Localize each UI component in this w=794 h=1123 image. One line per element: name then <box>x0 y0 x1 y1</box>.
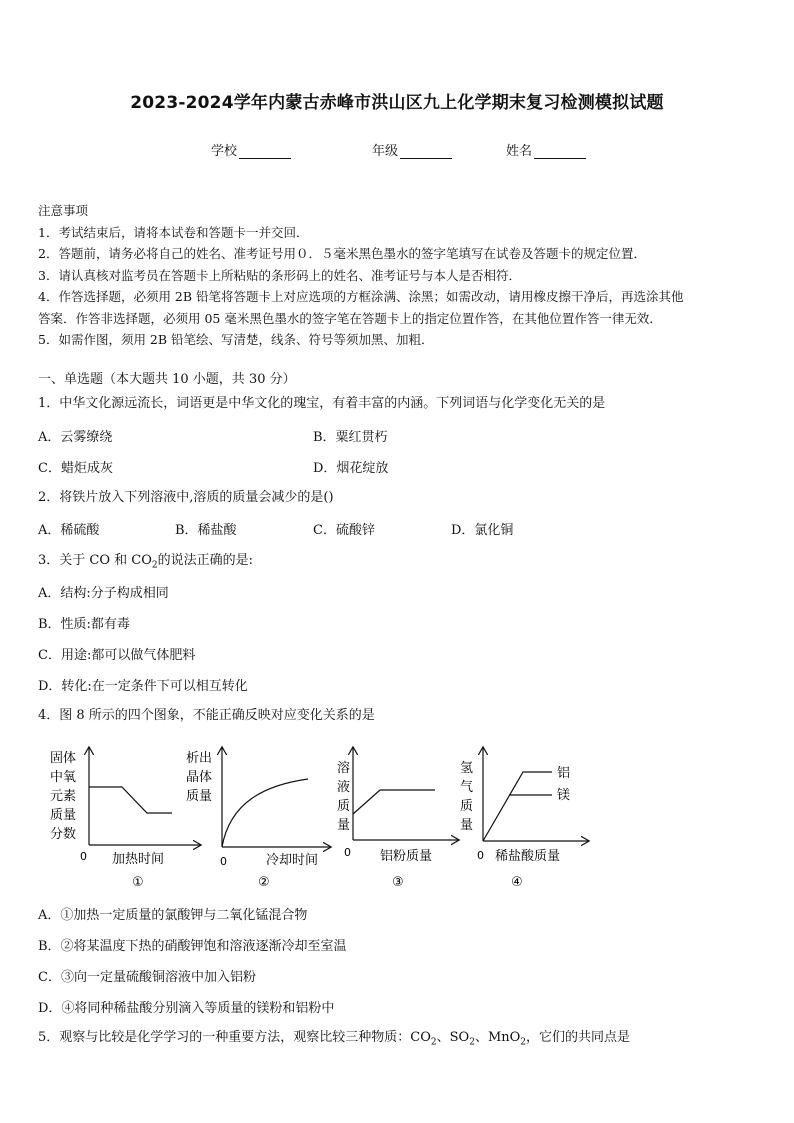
graph-2-xlabel: 冷却时间 <box>266 853 319 868</box>
graph-3-origin: 0 <box>344 846 351 859</box>
name-blank[interactable] <box>534 146 586 159</box>
subscript: 2 <box>151 560 158 571</box>
graph-4-ylabel: 量 <box>460 818 474 833</box>
q2-option-d[interactable]: D．氯化铜 <box>451 523 514 538</box>
graph-3-ylabel: 量 <box>337 818 351 833</box>
graph-4-label-al: 铝 <box>557 766 571 781</box>
section-heading: 一、单选题（本大题共 10 小题，共 30 分） <box>38 372 296 387</box>
q3-stem-part: 的说法正确的是: <box>157 553 254 568</box>
q4-option-c[interactable]: C．③向一定量硫酸铜溶液中加入铝粉 <box>38 970 256 985</box>
q4-option-a[interactable]: A．①加热一定质量的氯酸钾与二氧化锰混合物 <box>38 908 308 923</box>
graph-4-ylabel: 氢 <box>460 761 474 776</box>
note-item: 答案．作答非选择题，必须用 05 毫米黑色墨水的签字笔在答题卡上的指定位置作答，在其他位置作答一律无效． <box>38 310 662 326</box>
q2-option-a[interactable]: A．稀硫酸 <box>38 523 100 538</box>
graph-2-curve <box>222 779 308 847</box>
graph-1-ylabel: 中氧 <box>50 770 77 785</box>
q5-stem-part: 、MnO <box>474 1030 521 1045</box>
graph-3-ylabel: 液 <box>337 780 351 795</box>
graph-4-origin: 0 <box>477 849 484 862</box>
grade-field <box>372 140 452 159</box>
question-3-stem <box>38 551 253 576</box>
graph-4-label-mg: 镁 <box>557 788 571 803</box>
q1-option-c[interactable]: C．蜡炬成灰 <box>38 461 113 476</box>
graph-1-ylabel: 分数 <box>50 827 77 842</box>
grade-label: 年级 <box>372 144 399 159</box>
note-item: 2．答题前，请务必将自己的姓名、准考证号用０．５毫米黑色墨水的签字笔填写在试卷及答题卡的规定位置． <box>38 246 646 261</box>
graph-3-ylabel: 溶 <box>337 761 351 776</box>
note-item: 4．作答选择题，必须用 2B 铅笔将答题卡上对应选项的方框涂满、涂黑；如需改动，请用橡皮擦干净后，再选涂其他 <box>38 289 684 304</box>
graph-2-origin: 0 <box>220 855 227 868</box>
notes-heading: 注意事项 <box>38 203 89 218</box>
graph-1 <box>50 748 200 890</box>
note-item: 5．如需作图，须用 2B 铅笔绘、写清楚，线条、符号等须加黑、加粗． <box>38 332 434 347</box>
q5-stem-part: ，它们的共同点是 <box>526 1030 631 1045</box>
page-title: 2023-2024学年内蒙古赤峰市洪山区九上化学期末复习检测模拟试题 <box>130 93 664 113</box>
graph-4-ylabel: 质 <box>460 799 474 814</box>
graph-1-ylabel: 质量 <box>50 808 77 823</box>
graph-2 <box>186 748 330 890</box>
question-5-stem <box>38 1028 630 1053</box>
q1-option-d[interactable]: D．烟花绽放 <box>313 461 389 476</box>
graph-2-number: ② <box>258 875 270 890</box>
school-label: 学校 <box>211 144 238 159</box>
q2-option-b[interactable]: B．稀盐酸 <box>175 523 237 538</box>
graph-2-ylabel: 析出 <box>186 751 213 766</box>
graph-3-curve <box>353 790 435 814</box>
graph-4-number: ④ <box>511 875 523 890</box>
graph-1-number: ① <box>132 875 144 890</box>
q1-option-a[interactable]: A．云雾缭绕 <box>38 430 113 445</box>
q3-option-c[interactable]: C．用途:都可以做气体肥料 <box>38 648 196 663</box>
graph-1-origin: 0 <box>80 850 87 863</box>
graph-3-ylabel: 质 <box>337 799 351 814</box>
name-label: 姓名 <box>506 144 533 159</box>
graph-2-ylabel: 晶体 <box>186 770 213 785</box>
graph-3-xlabel: 铝粉质量 <box>380 849 433 864</box>
school-field <box>211 140 291 159</box>
q5-stem-part: 5．观察与比较是化学学习的一种重要方法，观察比较三种物质：CO <box>38 1030 431 1045</box>
graph-4-ylabel: 气 <box>460 780 474 795</box>
school-blank[interactable] <box>239 146 291 159</box>
graph-4-curve-al <box>483 772 552 841</box>
question-1-stem: 1．中华文化源远流长，词语更是中华文化的瑰宝，有着丰富的内涵。下列词语与化学变化无关的是 <box>38 396 606 411</box>
question-4-graphs <box>40 740 600 895</box>
graph-1-ylabel: 元素 <box>50 789 77 804</box>
q4-option-b[interactable]: B．②将某温度下热的硝酸钾饱和溶液逐渐冷却至室温 <box>38 939 347 954</box>
question-4-stem: 4．图 8 所示的四个图象，不能正确反映对应变化关系的是 <box>38 708 375 723</box>
grade-blank[interactable] <box>400 146 452 159</box>
graph-3-number: ③ <box>392 875 404 890</box>
q3-option-b[interactable]: B．性质:都有毒 <box>38 617 130 632</box>
subscript: 2 <box>430 1037 437 1048</box>
q3-option-d[interactable]: D．转化:在一定条件下可以相互转化 <box>38 679 248 694</box>
q5-stem-part: 、SO <box>436 1030 470 1045</box>
subscript: 2 <box>469 1037 475 1048</box>
q1-option-b[interactable]: B．粟红贯朽 <box>313 430 388 445</box>
graph-1-curve <box>89 787 172 813</box>
graph-2-ylabel: 质量 <box>186 789 213 804</box>
graph-4-xlabel: 稀盐酸质量 <box>495 849 561 864</box>
name-field <box>506 140 586 159</box>
graph-1-xlabel: 加热时间 <box>112 852 165 867</box>
q3-stem-part: 3．关于 CO 和 CO <box>38 553 152 568</box>
q3-option-a[interactable]: A．结构:分子构成相同 <box>38 586 169 601</box>
question-2-stem: 2．将铁片放入下列溶液中,溶质的质量会减少的是() <box>38 490 334 505</box>
q2-option-c[interactable]: C．硫酸锌 <box>313 523 375 538</box>
note-item: 1．考试结束后，请将本试卷和答题卡一并交回． <box>38 224 309 240</box>
notes-block <box>38 200 760 351</box>
graph-3 <box>337 748 458 890</box>
graph-1-ylabel: 固体 <box>50 751 77 766</box>
note-item: 3．请认真核对监考员在答题卡上所粘贴的条形码上的姓名、准考证号与本人是否相符． <box>38 267 521 283</box>
subscript: 2 <box>520 1037 527 1048</box>
q4-option-d[interactable]: D．④将同种稀盐酸分别滴入等质量的镁粉和铝粉中 <box>38 1001 335 1016</box>
graph-4 <box>460 748 588 890</box>
